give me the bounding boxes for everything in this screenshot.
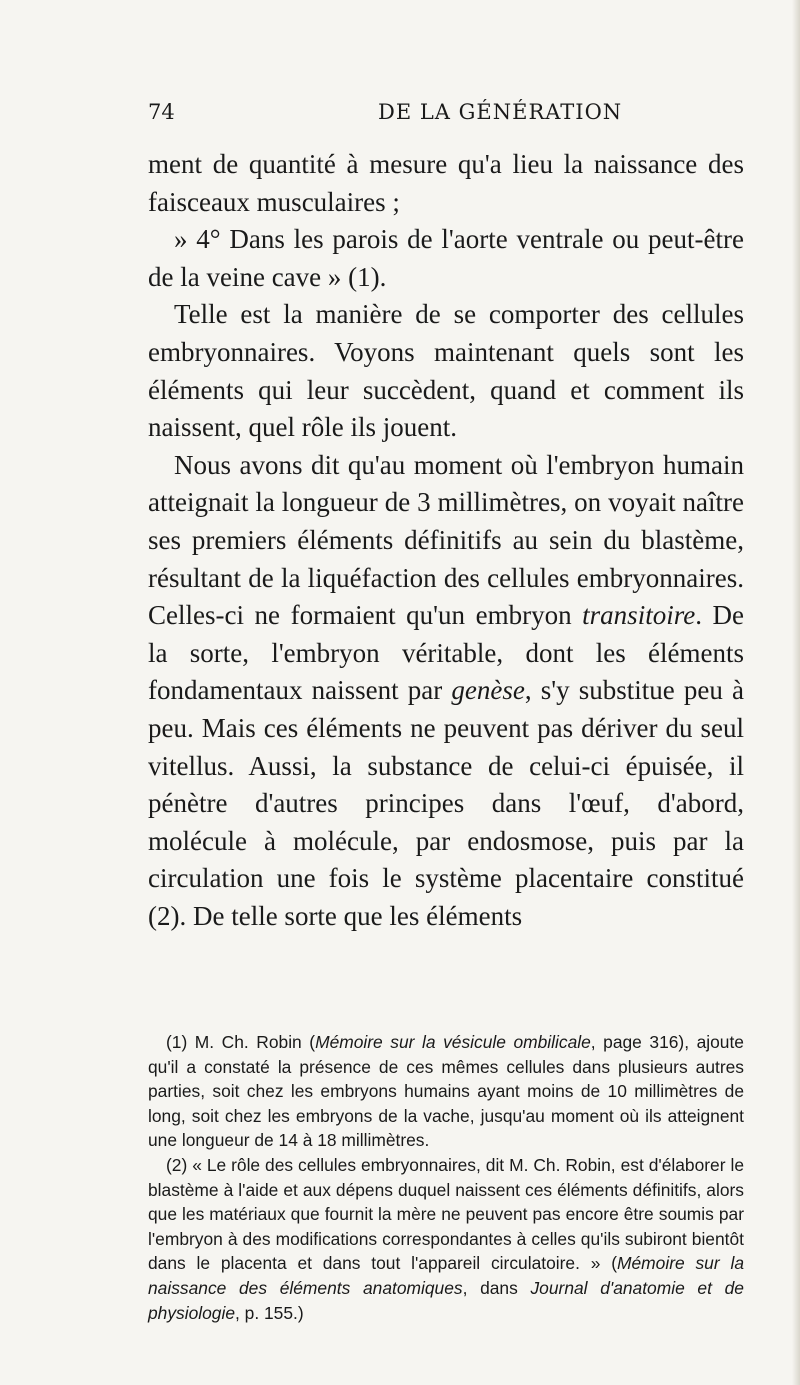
running-title: DE LA GÉNÉRATION xyxy=(378,100,623,124)
paragraph-quote-end xyxy=(148,221,744,296)
page-edge xyxy=(792,0,800,1385)
italic-title: Mémoire sur la naissance des éléments anatomiques xyxy=(148,1253,744,1298)
text-run: (1) M. Ch. Robin ( xyxy=(166,1032,316,1052)
text-run: ment de quantité à mesure qu'a lieu la naissance des faisceaux musculaires ; xyxy=(148,149,744,217)
footnote-2 xyxy=(148,1153,744,1325)
main-text xyxy=(148,146,744,935)
text-run: » 4° Dans les parois de l'aorte ventrale ou peut-être de la veine cave » (1). xyxy=(148,224,744,292)
italic-term: transitoire xyxy=(582,600,696,631)
text-run: , s'y substitue peu à peu. Mais ces éléments ne peuvent pas dériver du seul vitellus. Aussi, la substance de celui-ci épuisée, il pénètre d'autres principes dans l'œuf, d'abord, molécule à molécule, par endosmose, puis par la circulation une fois le système placentaire constitué (2). De telle sorte que les éléments xyxy=(148,675,745,931)
page-header xyxy=(148,100,740,140)
text-run: , p. 155.) xyxy=(235,1302,304,1323)
text-run: . De la sorte, l'embryon véritable, dont les éléments fondamentaux naissent par xyxy=(148,600,745,706)
paragraph-embryonic-cells xyxy=(148,296,744,446)
italic-term: genèse xyxy=(451,675,525,706)
page-number: 74 xyxy=(148,100,175,124)
italic-title: Journal d'anatomie et de physiologie xyxy=(148,1277,744,1323)
text-run: Telle est la manière de se comporter des cellules embryonnaires. Voyons maintenant quels sont les éléments qui leur succèdent, quand et comment ils naissent, quel rôle ils jouent. xyxy=(148,299,744,443)
italic-title: Mémoire sur la vésicule ombilicale xyxy=(315,1032,591,1052)
paragraph-definitive-elements xyxy=(148,447,744,936)
text-run: (2) « Le rôle des cellules embryonnaires, dit M. Ch. Robin, est d'élaborer le blastème à l'aide et aux dépens duquel naissent ces éléments définitifs, alors que les matériaux que fournit la mère ne peuvent pas encore être soumis par l'embryon à des modifications correspondantes à celles qu'ils subiront bientôt dans le placenta et dans tout l'appareil circulatoire. » ( xyxy=(148,1154,744,1274)
text-run: , page 316), ajoute qu'il a constaté la présence de ces mêmes cellules dans plusieurs autres parties, soit chez les embryons humains ayant moins de 10 millimètres de long, soit chez les embryons de la vache, jusqu'au moment où ils atteignent une longueur de 14 à 18 millimètres. xyxy=(148,1032,744,1151)
text-run: , dans xyxy=(462,1277,531,1298)
footnote-1 xyxy=(148,1030,744,1153)
text-run: Nous avons dit qu'au moment où l'embryon humain atteignait la longueur de 3 millimètres, on voyait naître ses premiers éléments définitifs au sein du blastème, résultant de la liquéfaction des cellules embryonnaires. Celles-ci ne formaient qu'un embryon xyxy=(148,449,744,631)
footnotes xyxy=(148,1030,744,1325)
paragraph-continuation xyxy=(148,146,744,221)
